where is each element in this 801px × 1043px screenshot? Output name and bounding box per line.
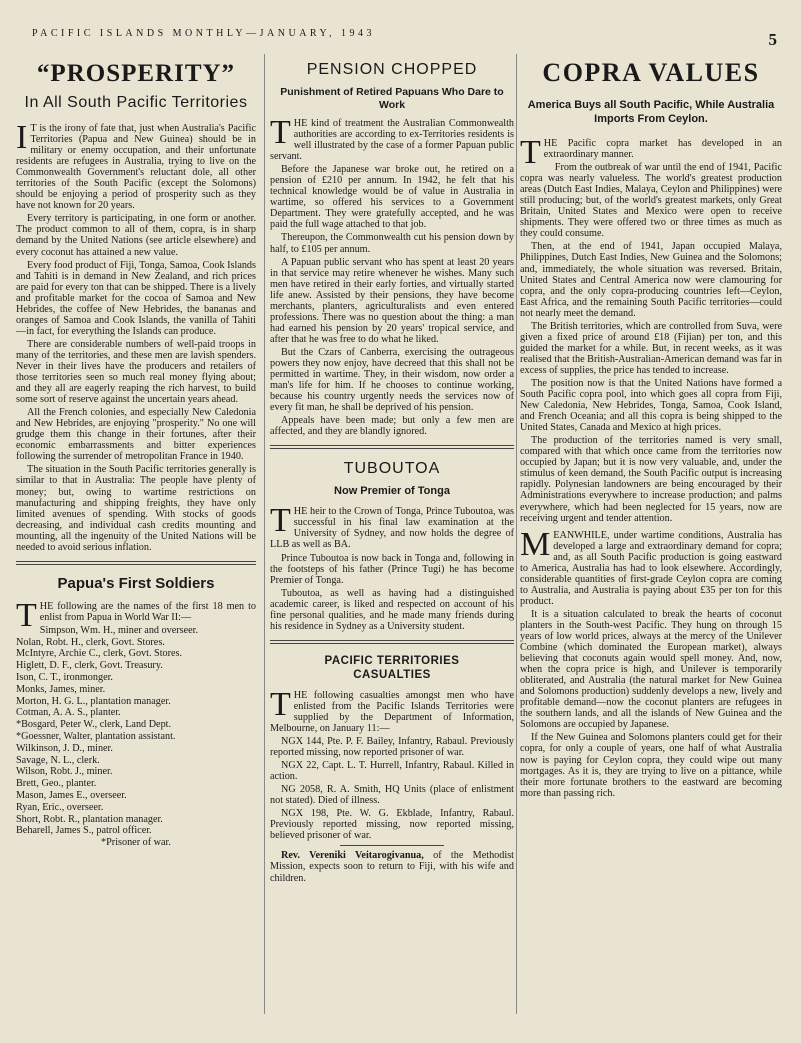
column-right xyxy=(520,54,782,801)
soldier-entry: Short, Robt. R., plantation manager. xyxy=(16,813,163,825)
paragraph: Then, at the end of 1941, Japan occupied Malaya, Philippines, Dutch East Indies, New Guinea and the Solomons; and, immediately, the whole situation was reversed. Britain, United States and Central America now were clamouring for copra, and the only copra-producing countries left—Ceylon, East Africa, and the remaining South Pacific territories—could not nearly meet the demand. xyxy=(520,241,782,319)
note-text: of the Methodist Mission, expects soon to return to Fiji, with his wife and children. xyxy=(270,850,514,884)
article-subtitle: Now Premier of Tonga xyxy=(334,485,450,498)
article-soldiers xyxy=(16,575,256,849)
article-pension xyxy=(270,60,514,437)
soldier-entry: *Goessner, Walter, plantation assistant. xyxy=(16,731,176,743)
article-copra xyxy=(520,58,782,799)
soldier-entry: Wilson, Robt. J., miner. xyxy=(16,766,113,778)
section-divider xyxy=(270,640,514,641)
soldier-list xyxy=(16,625,256,849)
article-subtitle: In All South Pacific Territories xyxy=(24,94,248,111)
soldier-entry: Wilkinson, J. D., miner. xyxy=(16,742,113,754)
paragraph: From the outbreak of war until the end of 1941, Pacific copra was nearly valueless. The world's greatest production areas (Dutch East Indies, Malaya, Ceylon and Philippines) were still producing; but, of the world's greatest markets, only Great Britain, United States and Mexico were open to receive shipments. They were offered two or three times as much as they could consume. xyxy=(520,162,782,240)
drop-cap: T xyxy=(270,685,291,723)
soldier-entry: Higlett, D. F., clerk, Govt. Treasury. xyxy=(16,660,163,672)
paragraph: NGX 198, Pte. W. G. Ekblade, Infantry, Rabaul. Previously reported missing, now reported missing, believed prisoner of war. xyxy=(270,808,514,842)
article-tuboutoa xyxy=(270,459,514,632)
soldier-entry: Nolan, Robt. H., clerk, Govt. Stores. xyxy=(16,636,165,648)
paragraph: Prince Tuboutoa is now back in Tonga and, following in the footsteps of his father (Prince Tugi) he has become Premier of Tonga. xyxy=(270,552,514,586)
section-divider xyxy=(16,561,256,562)
soldier-entry: Brett, Geo., planter. xyxy=(16,778,97,790)
article-title: PENSION CHOPPED xyxy=(306,61,478,78)
article-title: “PROSPERITY” xyxy=(36,60,236,87)
paragraph: There are considerable numbers of well-paid troops in many of the territories, and these men are lavish spenders. Never in their lives have the producers and retailers of those territories seen so much real money flying about; and they all are eagerly reaping the rich harvest, to build some sort of reserve against the uncertain years ahead. xyxy=(16,338,256,406)
soldier-entry: Cotman, A. A. S., planter. xyxy=(16,707,121,719)
paragraph: HE following casualties amongst men who have enlisted from the Pacific Islands Territories were supplied by the Department of Information, Melbourne, on January 11:— xyxy=(270,689,514,734)
soldier-entry: Beharell, James S., patrol officer. xyxy=(16,825,152,837)
running-header: PACIFIC ISLANDS MONTHLY—JANUARY, 1943 xyxy=(32,28,375,39)
page-number: 5 xyxy=(768,30,777,49)
paragraph: The production of the territories named is very small, compared with that which once came from the territories now occupied by Japan; but it is now very valuable, and, under the stimulus of keen demand, the South Pacific output is increasing rapidly. Polynesian landowners are being encouraged by their Administrations everywhere to increase production; and palms everywhere, which had been neglected for 15 years, now are receiving urgent and tender attention. xyxy=(520,435,782,524)
soldier-entry: Monks, James, miner. xyxy=(16,683,106,695)
article-title: TUBOUTOA xyxy=(343,460,441,478)
article-subtitle: Punishment of Retired Papuans Who Dare to Work xyxy=(280,86,504,111)
paragraph: The position now is that the United Nations have formed a South Pacific copra pool, into which goes all copra from Fiji, New Caledonia, New Hebrides, Tonga, Samoa, Cook Island, and French Oceania; and all this copra is being shipped to the United States, Canada and Mexico at high prices. xyxy=(520,377,782,434)
mission-note xyxy=(270,850,514,883)
paragraph: Every food product of Fiji, Tonga, Samoa, Cook Islands and Tahiti is in demand in New Zealand, and rich prices are paid for every ton that can be shipped. There is a lively and profitable market for the cocoa of Samoa and New Hebrides, the coffee of New Hebrides, the bananas and oranges of Samoa and Cook Islands, the vanilla of Tahiti—in fact, for everything the Islands can produce. xyxy=(16,259,256,337)
paragraph: NGX 22, Capt. L. T. Hurrell, Infantry, Rabaul. Killed in action. xyxy=(270,760,514,783)
paragraph: But the Czars of Canberra, exercising the outrageous powers they now enjoy, have decreed that this shall not be permitted in wartime. They, in their wisdom, now order a man's life for him. If he chooses to continue working, because his country urgently needs the services now of every fit man, he shall be deprived of his pension. xyxy=(270,346,514,414)
section-divider xyxy=(16,564,256,565)
paragraph: Tuboutoa, as well as having had a distinguished academic career, is liked and respected on account of his fine personal qualities, and he made many friends during his residence in Sydney as a University student. xyxy=(270,587,514,632)
soldier-entry: *Bosgard, Peter W., clerk, Land Dept. xyxy=(16,719,172,731)
paragraph: The British territories, which are controlled from Suva, were given a fixed price of around £18 (Fijian) per ton, and this guided the market for a while. But, in recent weeks, as it was realised that the British-Australian-American demand was far in excess of supplies, the price has tended to increase. xyxy=(520,320,782,376)
paragraph: T is the irony of fate that, just when Australia's Pacific Territories (Papua and New Guinea) should be in military or enemy occupation, and their unfortunate residents are refugees in Australia, trying to live on the Commonwealth Government's reluctant dole, all other territories of the South Pacific (except the Solomons) should be enjoying a period of prosperity such as they have not known for 20 years. xyxy=(16,123,256,212)
paragraph: A Papuan public servant who has spent at least 20 years in that service may retire whenever he wishes. Many such men have retired in their early forties, and virtually started life anew. Assisted by their pensions, they have become merchants, planters, agriculturalists and even entered professions. There was no question about the thing: a man had earned his pension by 20 years' tropical service, and after that he was free to do what he liked. xyxy=(270,256,514,345)
prisoner-footnote: *Prisoner of war. xyxy=(101,837,171,849)
soldier-entry: McIntyre, Archie C., clerk, Govt. Stores. xyxy=(16,648,183,660)
soldier-entry: Savage, N. L., clerk. xyxy=(16,754,100,766)
soldier-entry: Ison, C. T., ironmonger. xyxy=(16,672,113,684)
drop-cap: T xyxy=(16,596,37,634)
soldier-entry: Ryan, Eric., overseer. xyxy=(16,801,104,813)
paragraph: Before the Japanese war broke out, he retired on a pension of £210 per annum. In 1942, he felt that his technical knowledge would be of value in Australia in wartime, so offered his services to a Government Department. They were gratefully accepted, and he was paid the full wage attached to that job. xyxy=(270,164,514,231)
column-rule xyxy=(516,54,517,1014)
article-title: Papua's First Soldiers xyxy=(57,574,215,592)
soldier-entry: Morton, H. G. L., plantation manager. xyxy=(16,695,171,707)
section-divider xyxy=(270,448,514,449)
article-title: PACIFIC TERRITORIES CASUALTIES xyxy=(324,654,460,681)
paragraph: All the French colonies, and especially New Caledonia and New Hebrides, are enjoying "prosperity." No one will grudge them this change in their fortunes, after their economic embarrassments and bitter experiences following the surrender of metropolitan France in 1940. xyxy=(16,407,256,463)
short-divider xyxy=(340,845,444,846)
note-name: Rev. Vereniki Veitarogivanua, xyxy=(281,850,424,862)
column-middle xyxy=(270,54,514,886)
paragraph: NG 2058, R. A. Smith, HQ Units (place of enlistment not stated). Died of illness. xyxy=(270,784,514,807)
paragraph: Thereupon, the Commonwealth cut his pension down by half, to £105 per annum. xyxy=(270,232,514,255)
paragraph: It is a situation calculated to break the hearts of coconut planters in the South-west Pacific. They hung on through 15 years of low world prices, always at the mercy of the Unilever Combine (which dominated the European market), always believing that coconuts again would spell money. And, now, when the copra price is high, and Unilever is temporarily obliterated, and Australia (the natural market for New Guinea and Solomons production) suddenly develops a new, lively and profitable demand—now the coconut planters are refugees in the southern lands, and all the islands of New Guinea and the Solomons are occupied by Japanese. xyxy=(520,608,782,731)
paragraph: Appeals have been made; but only a few men are affected, and they are blandly ignored. xyxy=(270,415,514,438)
drop-cap: M xyxy=(520,525,551,563)
paragraph: The situation in the South Pacific territories generally is similar to that in Australia: The people have plenty of money; but, owing to wartime restrictions on manufacturing and shipping freights, they have only limited avenues of spending. With stocks of goods decreasing, and individual cash credits mounting and mounting, all the ingenuity of the United Nations will be needed to avoid serious inflation. xyxy=(16,464,256,553)
drop-cap: T xyxy=(270,502,291,540)
section-divider xyxy=(270,643,514,644)
paragraph: HE heir to the Crown of Tonga, Prince Tuboutoa, was successful in his final law examination at the University of Sydney, and now holds the degree of LLB as well as BA. xyxy=(270,506,514,551)
paragraph: If the New Guinea and Solomons planters could get for their copra, for only a couple of years, one half of what Australia now is paying for Ceylon copra, they could wipe out many mortgages. As it is, they are trying to live on a pittance, while their more fortunate brothers to the eastward are becoming more than passing rich. xyxy=(520,732,782,799)
section-divider xyxy=(270,445,514,446)
column-left xyxy=(16,54,256,849)
paragraph: HE Pacific copra market has developed in an extraordinary manner. xyxy=(543,138,782,161)
paragraph: EANWHILE, under wartime conditions, Australia has developed a large and extraordinary demand for copra; and, as all South Pacific production is going eastward to America, Australia has had to look elsewhere. Accordingly, considerable quantities of first-grade Ceylon copra are coming to Australia, and Australia is paying about £35 per ton for this product. xyxy=(520,529,782,607)
article-subtitle: America Buys all South Pacific, While Australia Imports From Ceylon. xyxy=(527,99,775,125)
drop-cap: T xyxy=(520,134,541,171)
paragraph: HE kind of treatment the Australian Commonwealth authorities are according to ex-Territories residents is well illustrated by the case of a former Papuan public servant. xyxy=(270,118,514,163)
drop-cap: I xyxy=(16,119,28,156)
article-casualties xyxy=(270,654,514,884)
paragraph: HE following are the names of the first 18 men to enlist from Papua in World War II:— xyxy=(39,600,256,623)
soldier-entry: Simpson, Wm. H., miner and overseer. xyxy=(39,624,199,636)
article-prosperity xyxy=(16,60,256,553)
paragraph: NGX 144, Pte. P. F. Bailey, Infantry, Rabaul. Previously reported missing, now reported prisoner of war. xyxy=(270,736,514,759)
drop-cap: T xyxy=(270,114,291,151)
column-rule xyxy=(264,54,265,1014)
soldier-entry: Mason, James E., overseer. xyxy=(16,790,127,802)
article-title: COPRA VALUES xyxy=(542,58,760,87)
paragraph: Every territory is participating, in one form or another. The product common to all of them, copra, is in sharp demand by the United Nations (see article elsewhere) and every coconut has attained a new value. xyxy=(16,213,256,258)
